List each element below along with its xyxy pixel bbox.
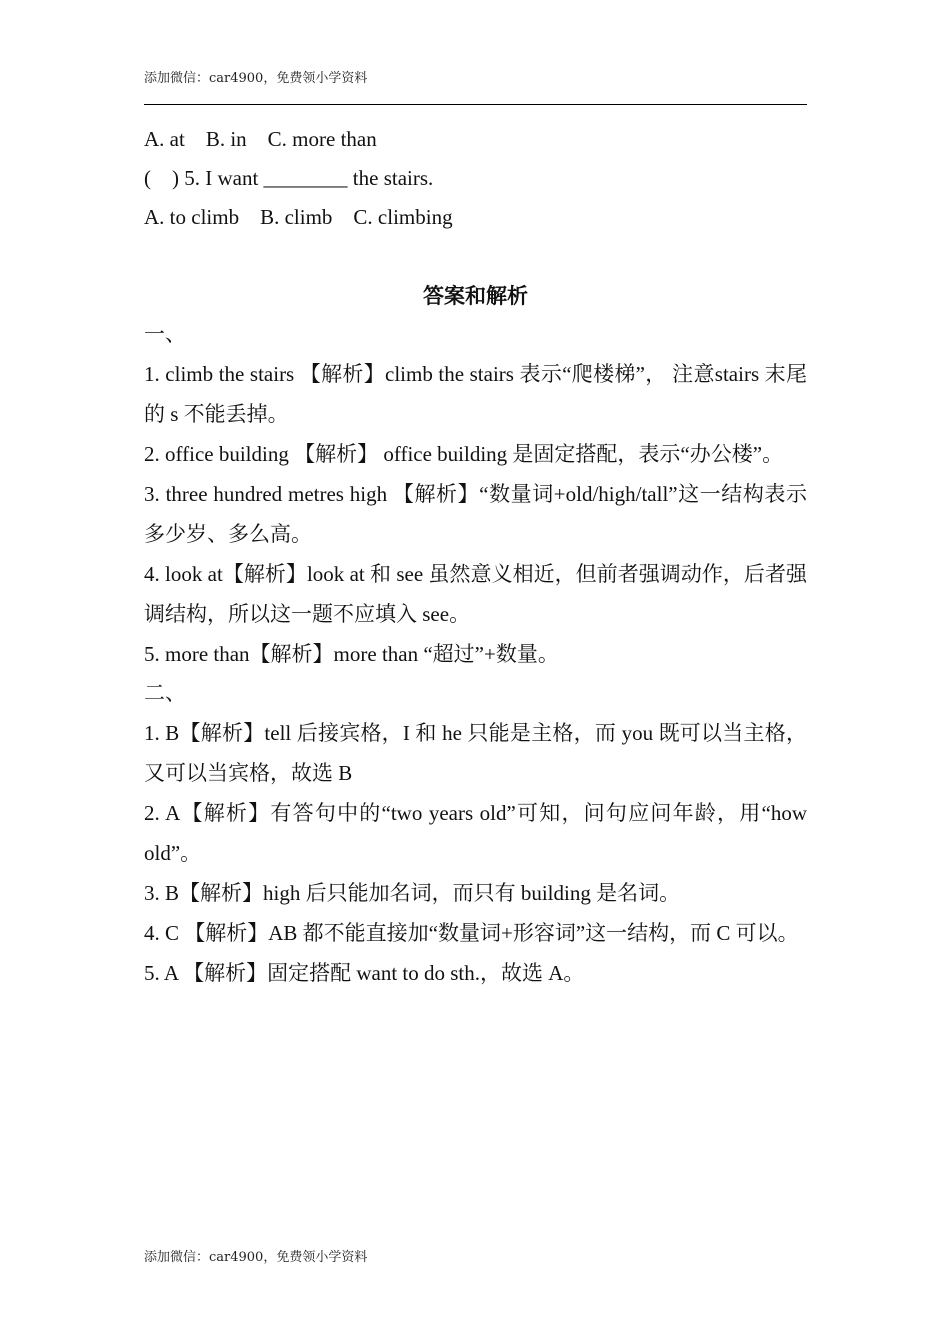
answer-title: 答案和解析 — [423, 283, 528, 308]
answer-text: 4. C 【解析】AB 都不能直接加“数量词+形容词”这一结构，而 C 可以。 — [144, 921, 799, 945]
page-header: 添加微信：car4900，免费领小学资料 — [144, 71, 368, 86]
answer-item — [144, 713, 807, 793]
answer-text: 5. A 【解析】固定搭配 want to do sth.，故选 A。 — [144, 961, 585, 985]
header-divider — [144, 104, 807, 105]
answer-text: 1. climb the stairs 【解析】climb the stairs 表示“爬楼梯”， 注意stairs 末尾的 s 不能丢掉。 — [144, 362, 807, 426]
answer-item — [144, 474, 807, 554]
section-label: 一、 — [144, 322, 186, 346]
answer-text: 3. three hundred metres high 【解析】“数量词+old/high/tall”这一结构表示多少岁、多么高。 — [144, 482, 807, 546]
answer-text: 4. look at【解析】look at 和 see 虽然意义相近，但前者强调动作，后者强调结构，所以这一题不应填入 see。 — [144, 562, 807, 626]
answer-text: 5. more than【解析】more than “超过”+数量。 — [144, 642, 559, 666]
answer-item — [144, 953, 807, 993]
answer-text: 2. office building 【解析】 office building 是固定搭配，表示“办公楼”。 — [144, 442, 784, 466]
answer-text: 2. A【解析】有答句中的“two years old”可知，问句应问年龄，用“how old”。 — [144, 801, 807, 865]
page-footer: 添加微信：car4900，免费领小学资料 — [144, 1250, 368, 1265]
answer-item — [144, 634, 807, 674]
option-line: A. to climb B. climb C. climbing — [144, 205, 453, 229]
section-label: 二、 — [144, 681, 186, 705]
answer-item — [144, 434, 807, 474]
answer-text: 3. B【解析】high 后只能加名词，而只有 building 是名词。 — [144, 881, 681, 905]
option-line: A. at B. in C. more than — [144, 127, 377, 151]
answer-text: 1. B【解析】tell 后接宾格，I 和 he 只能是主格，而 you 既可以当主格，又可以当宾格，故选 B — [144, 721, 807, 785]
answer-item — [144, 354, 807, 434]
answer-item — [144, 793, 807, 873]
document-body — [144, 120, 807, 993]
answer-item — [144, 913, 807, 953]
answer-item — [144, 554, 807, 634]
question-line: ( ) 5. I want ________ the stairs. — [144, 166, 434, 190]
answer-item — [144, 873, 807, 913]
